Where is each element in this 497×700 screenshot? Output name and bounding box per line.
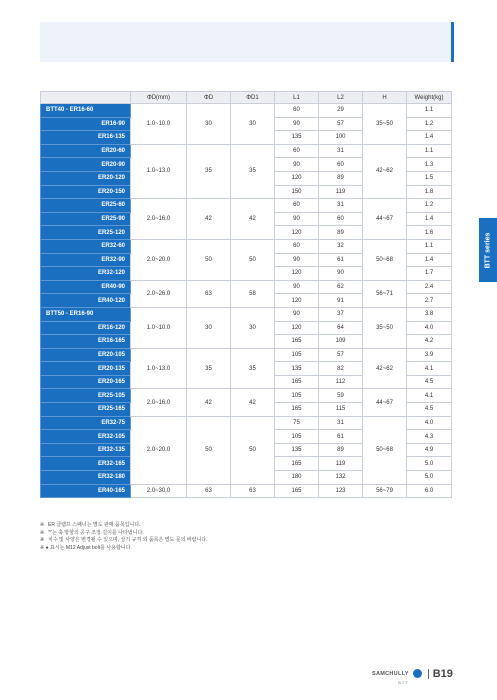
brand-logo-icon — [413, 669, 422, 678]
d-range-cell: 2.0~26.0 — [131, 280, 187, 307]
weight-cell: 3.9 — [407, 348, 452, 362]
model-cell: ER20-135 — [41, 362, 131, 376]
note-text: ER 클램프 스패너는 별도 판매 품목입니다. — [48, 522, 141, 528]
d-range-cell: 2.0~20.0 — [131, 416, 187, 484]
model-cell: BTT40 - ER16-60 — [41, 104, 131, 118]
header-accent-bar — [451, 22, 454, 62]
l2-cell: 60 — [319, 158, 363, 172]
l2-cell: 37 — [319, 307, 363, 321]
l2-cell: 82 — [319, 362, 363, 376]
l1-cell: 120 — [275, 294, 319, 308]
side-tab-btt-series — [479, 218, 497, 282]
d-range-cell: 2.0~16.0 — [131, 199, 187, 240]
d-cell: 42 — [187, 199, 231, 240]
weight-cell: 4.2 — [407, 335, 452, 349]
table-header-row — [41, 92, 452, 104]
weight-cell: 1.7 — [407, 267, 452, 281]
note-mark: ※ ● — [40, 544, 49, 551]
l1-cell: 90 — [275, 212, 319, 226]
d1-cell: 30 — [231, 104, 275, 145]
weight-cell: 1.1 — [407, 144, 452, 158]
weight-cell: 1.4 — [407, 131, 452, 145]
side-tab-label: BTT series — [484, 232, 492, 268]
weight-cell: 1.2 — [407, 117, 452, 131]
footnotes — [40, 522, 208, 552]
brand-name: SAMCHULLY — [372, 671, 409, 677]
l1-cell: 105 — [275, 430, 319, 444]
l1-cell: 90 — [275, 253, 319, 267]
l1-cell: 60 — [275, 104, 319, 118]
note-item — [40, 522, 208, 530]
h-cell: 56~71 — [363, 280, 407, 307]
l1-cell: 90 — [275, 307, 319, 321]
d-cell: 63 — [187, 280, 231, 307]
model-cell: ER25-60 — [41, 199, 131, 213]
brand-subtitle: BTT — [398, 680, 409, 685]
table-row — [41, 199, 452, 213]
l1-cell: 90 — [275, 280, 319, 294]
d1-cell: 42 — [231, 199, 275, 240]
l2-cell: 31 — [319, 199, 363, 213]
l1-cell: 105 — [275, 389, 319, 403]
model-cell: ER32-120 — [41, 267, 131, 281]
d1-cell: 58 — [231, 280, 275, 307]
d-range-cell: 2.0~16.0 — [131, 389, 187, 416]
weight-cell: 3.8 — [407, 307, 452, 321]
l2-cell: 119 — [319, 457, 363, 471]
d-cell: 35 — [187, 348, 231, 389]
d-cell: 50 — [187, 239, 231, 280]
model-cell: ER32-180 — [41, 471, 131, 485]
h-cell: 44~67 — [363, 199, 407, 240]
weight-cell: 1.5 — [407, 171, 452, 185]
model-cell: ER16-165 — [41, 335, 131, 349]
l1-cell: 165 — [275, 403, 319, 417]
note-mark: ※ — [40, 529, 45, 536]
l1-cell: 60 — [275, 239, 319, 253]
spec-table — [40, 91, 452, 498]
model-cell: ER20-120 — [41, 171, 131, 185]
l2-cell: 31 — [319, 144, 363, 158]
model-cell: ER16-120 — [41, 321, 131, 335]
d1-cell: 50 — [231, 239, 275, 280]
model-cell: ER25-90 — [41, 212, 131, 226]
d-range-cell: 1.0~13.0 — [131, 144, 187, 198]
weight-cell: 4.9 — [407, 443, 452, 457]
header-cell-l2: L2 — [319, 92, 363, 104]
l2-cell: 115 — [319, 403, 363, 417]
header-cell-d: ΦD — [187, 92, 231, 104]
weight-cell: 5.0 — [407, 457, 452, 471]
weight-cell: 1.6 — [407, 226, 452, 240]
l2-cell: 90 — [319, 267, 363, 281]
l1-cell: 135 — [275, 443, 319, 457]
l2-cell: 59 — [319, 389, 363, 403]
l2-cell: 61 — [319, 430, 363, 444]
weight-cell: 1.4 — [407, 212, 452, 226]
h-cell: 44~67 — [363, 389, 407, 416]
d-range-cell: 1.0~10.0 — [131, 104, 187, 145]
d-cell: 35 — [187, 144, 231, 198]
l2-cell: 31 — [319, 416, 363, 430]
weight-cell: 4.1 — [407, 389, 452, 403]
weight-cell: 1.3 — [407, 158, 452, 172]
l1-cell: 165 — [275, 457, 319, 471]
d1-cell: 50 — [231, 416, 275, 484]
d-cell: 30 — [187, 307, 231, 348]
table-row — [41, 484, 452, 498]
header-cell-d-range: ΦD(mm) — [131, 92, 187, 104]
note-mark: ※ — [40, 537, 45, 543]
l2-cell: 61 — [319, 253, 363, 267]
note-text: 치수 및 사양은 변경될 수 있으며, 상기 규격 외 품목은 별도 문의 바랍니다. — [48, 537, 208, 543]
l1-cell: 120 — [275, 171, 319, 185]
l2-cell: 57 — [319, 348, 363, 362]
model-cell: ER32-165 — [41, 457, 131, 471]
weight-cell: 4.1 — [407, 362, 452, 376]
model-cell: ER25-105 — [41, 389, 131, 403]
l1-cell: 90 — [275, 158, 319, 172]
l2-cell: 123 — [319, 484, 363, 498]
weight-cell: 4.5 — [407, 403, 452, 417]
l2-cell: 89 — [319, 171, 363, 185]
l1-cell: 90 — [275, 117, 319, 131]
model-cell: ER32-90 — [41, 253, 131, 267]
weight-cell: 1.1 — [407, 104, 452, 118]
h-cell: 50~68 — [363, 416, 407, 484]
l1-cell: 75 — [275, 416, 319, 430]
l1-cell: 165 — [275, 375, 319, 389]
h-cell: 42~62 — [363, 348, 407, 389]
table-row — [41, 307, 452, 321]
weight-cell: 1.1 — [407, 239, 452, 253]
l2-cell: 119 — [319, 185, 363, 199]
l1-cell: 120 — [275, 267, 319, 281]
d1-cell: 30 — [231, 307, 275, 348]
l2-cell: 57 — [319, 117, 363, 131]
h-cell: 50~68 — [363, 239, 407, 280]
d-range-cell: 1.0~13.0 — [131, 348, 187, 389]
d1-cell: 63 — [231, 484, 275, 498]
weight-cell: 1.4 — [407, 253, 452, 267]
l1-cell: 60 — [275, 144, 319, 158]
model-cell: ER32-135 — [41, 443, 131, 457]
page-number: B19 — [432, 667, 453, 680]
model-cell: ER32-105 — [41, 430, 131, 444]
weight-cell: 6.0 — [407, 484, 452, 498]
d1-cell: 42 — [231, 389, 275, 416]
l1-cell: 180 — [275, 471, 319, 485]
l1-cell: 135 — [275, 131, 319, 145]
l2-cell: 60 — [319, 212, 363, 226]
weight-cell: 4.0 — [407, 416, 452, 430]
model-cell: ER20-105 — [41, 348, 131, 362]
model-cell: ER20-90 — [41, 158, 131, 172]
l2-cell: 91 — [319, 294, 363, 308]
header-cell-h: H — [363, 92, 407, 104]
table-row — [41, 389, 452, 403]
model-cell: ER20-165 — [41, 375, 131, 389]
weight-cell: 2.4 — [407, 280, 452, 294]
model-cell: ER20-150 — [41, 185, 131, 199]
weight-cell: 4.0 — [407, 321, 452, 335]
l2-cell: 32 — [319, 239, 363, 253]
h-cell: 35~50 — [363, 104, 407, 145]
h-cell: 56~79 — [363, 484, 407, 498]
model-cell: ER32-75 — [41, 416, 131, 430]
table-row — [41, 239, 452, 253]
header-cell-l1: L1 — [275, 92, 319, 104]
l2-cell: 132 — [319, 471, 363, 485]
weight-cell: 2.7 — [407, 294, 452, 308]
model-cell: ER25-165 — [41, 403, 131, 417]
note-text: 표시는 M12 Adjust bolt를 사용합니다. — [50, 544, 132, 551]
weight-cell: 1.8 — [407, 185, 452, 199]
model-cell: BTT50 - ER16-90 — [41, 307, 131, 321]
model-cell: ER40-90 — [41, 280, 131, 294]
h-cell: 35~50 — [363, 307, 407, 348]
l2-cell: 62 — [319, 280, 363, 294]
note-item — [40, 537, 208, 545]
l1-cell: 105 — [275, 348, 319, 362]
header-cell-d1: ΦD1 — [231, 92, 275, 104]
table-row — [41, 348, 452, 362]
table-row — [41, 104, 452, 118]
model-cell: ER40-120 — [41, 294, 131, 308]
l2-cell: 89 — [319, 443, 363, 457]
d-range-cell: 2.0~30.0 — [131, 484, 187, 498]
weight-cell: 1.2 — [407, 199, 452, 213]
model-cell: ER16-90 — [41, 117, 131, 131]
table-row — [41, 280, 452, 294]
model-cell: ER25-120 — [41, 226, 131, 240]
model-cell: ER32-60 — [41, 239, 131, 253]
note-text: '*'는 축 방향의 공구 조정 길이를 나타냅니다. — [48, 529, 144, 536]
l1-cell: 165 — [275, 335, 319, 349]
l2-cell: 64 — [319, 321, 363, 335]
footer-divider — [428, 669, 429, 679]
l2-cell: 89 — [319, 226, 363, 240]
l1-cell: 150 — [275, 185, 319, 199]
d-cell: 50 — [187, 416, 231, 484]
l2-cell: 29 — [319, 104, 363, 118]
h-cell: 42~62 — [363, 144, 407, 198]
l2-cell: 109 — [319, 335, 363, 349]
model-cell: ER16-135 — [41, 131, 131, 145]
header-banner — [40, 22, 451, 62]
l1-cell: 165 — [275, 484, 319, 498]
model-cell: ER20-60 — [41, 144, 131, 158]
d-cell: 30 — [187, 104, 231, 145]
l1-cell: 135 — [275, 362, 319, 376]
note-item — [40, 530, 208, 538]
l1-cell: 120 — [275, 226, 319, 240]
d-cell: 63 — [187, 484, 231, 498]
note-item — [40, 545, 208, 553]
d-cell: 42 — [187, 389, 231, 416]
table-row — [41, 416, 452, 430]
page-footer — [372, 662, 453, 685]
l2-cell: 112 — [319, 375, 363, 389]
l1-cell: 60 — [275, 199, 319, 213]
weight-cell: 4.3 — [407, 430, 452, 444]
d1-cell: 35 — [231, 144, 275, 198]
weight-cell: 4.5 — [407, 375, 452, 389]
l2-cell: 100 — [319, 131, 363, 145]
header-cell-model — [41, 92, 131, 104]
d-range-cell: 1.0~10.0 — [131, 307, 187, 348]
d1-cell: 35 — [231, 348, 275, 389]
header-cell-weight: Weight(kg) — [407, 92, 452, 104]
model-cell: ER40-165 — [41, 484, 131, 498]
d-range-cell: 2.0~20.0 — [131, 239, 187, 280]
weight-cell: 5.0 — [407, 471, 452, 485]
brand-block — [372, 662, 409, 685]
table-row — [41, 144, 452, 158]
note-mark: ※ — [40, 522, 45, 528]
l1-cell: 120 — [275, 321, 319, 335]
